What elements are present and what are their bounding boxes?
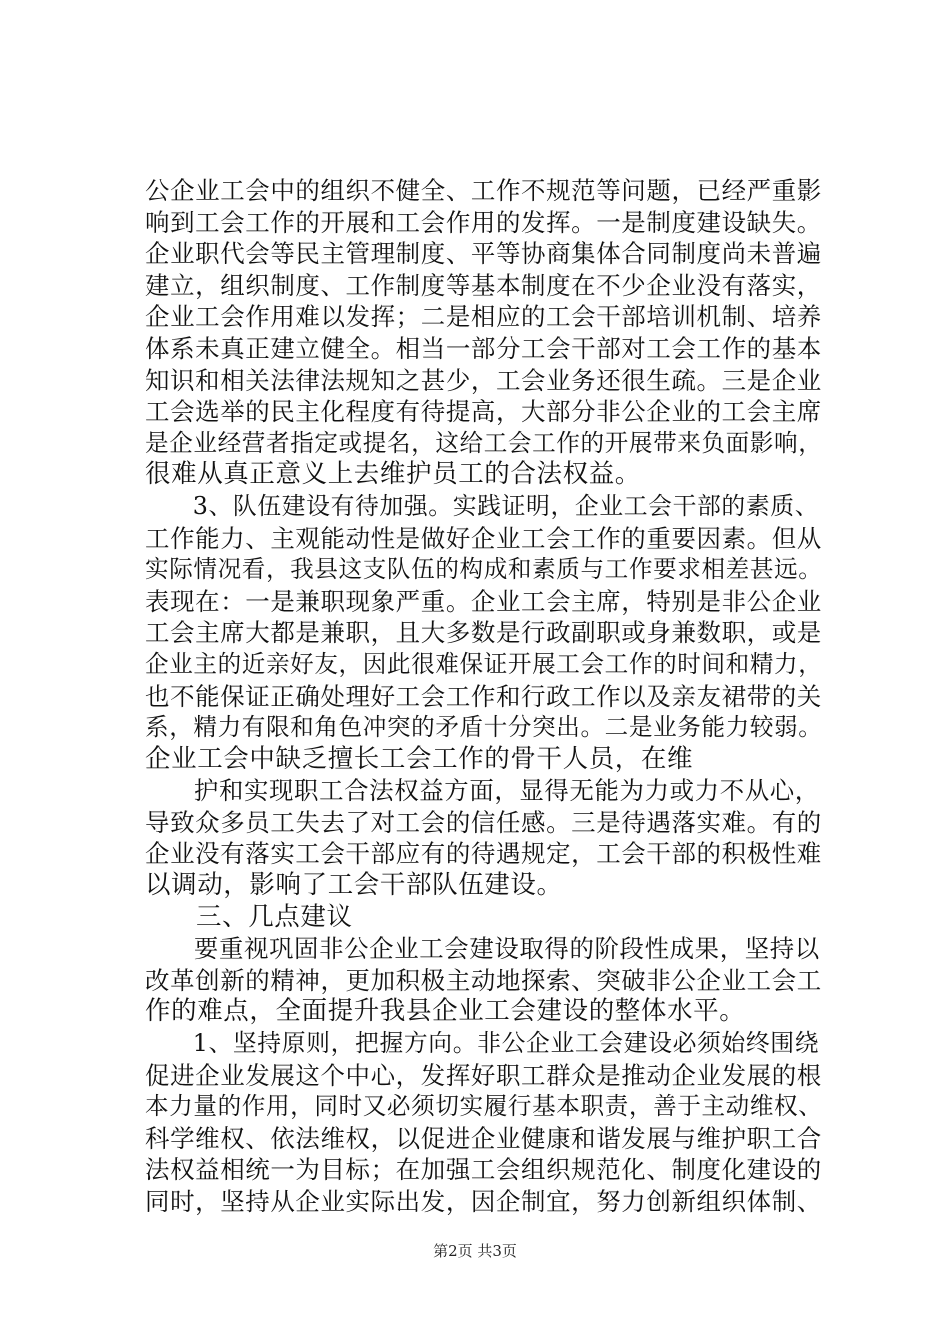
text-line: 三、几点建议 xyxy=(196,901,353,932)
text-line: 知识和相关法律法规知之甚少，工会业务还很生疏。三是企业 xyxy=(145,365,822,395)
text-line: 要重视巩固非公企业工会建设取得的阶段性成果，坚持以 xyxy=(193,934,820,964)
body-text xyxy=(145,175,825,1218)
text-line: 1、坚持原则，把握方向。非公企业工会建设必须始终围绕 xyxy=(192,1029,820,1058)
text-line: 工会主席大都是兼职，且大多数是行政副职或身兼数职，或是 xyxy=(145,618,822,648)
text-line: 系，精力有限和角色冲突的矛盾十分突出。二是业务能力较弱。 xyxy=(145,713,823,742)
text-line: 企业工会中缺乏擅长工会工作的骨干人员，在维 xyxy=(145,743,694,774)
text-line: 法权益相统一为目标；在加强工会组织规范化、制度化建设的 xyxy=(145,1155,822,1185)
text-line: 企业工会作用难以发挥；二是相应的工会干部培训机制、培养 xyxy=(145,302,822,332)
text-line: 护和实现职工合法权益方面，显得无能为力或力不从心， xyxy=(193,776,820,806)
text-line: 本力量的作用，同时又必须切实履行基本职责，善于主动维权、 xyxy=(145,1092,823,1121)
text-line: 同时，坚持从企业实际出发，因企制宜，努力创新组织体制、 xyxy=(145,1187,822,1216)
text-line: 建立，组织制度、工作制度等基本制度在不少企业没有落实， xyxy=(145,270,822,300)
text-line: 导致众多员工失去了对工会的信任感。三是待遇落实难。有的 xyxy=(145,807,822,837)
text-line: 响到工会工作的开展和工会作用的发挥。一是制度建设缺失。 xyxy=(145,207,822,237)
text-line: 以调动，影响了工会干部队伍建设。 xyxy=(145,870,563,901)
text-line: 是企业经营者指定或提名，这给工会工作的开展带来负面影响， xyxy=(145,428,823,457)
text-line: 也不能保证正确处理好工会工作和行政工作以及亲友裙带的关 xyxy=(145,681,822,711)
text-line: 企业职代会等民主管理制度、平等协商集体合同制度尚未普遍 xyxy=(145,239,822,269)
text-line: 促进企业发展这个中心，发挥好职工群众是推动企业发展的根 xyxy=(145,1060,822,1090)
text-line: 作的难点，全面提升我县企业工会建设的整体水平。 xyxy=(145,996,746,1027)
text-line: 表现在：一是兼职现象严重。企业工会主席，特别是非公企业 xyxy=(145,586,822,616)
text-line: 实际情况看，我县这支队伍的构成和素质与工作要求相差甚远。 xyxy=(145,555,823,584)
text-line: 3、队伍建设有待加强。实践证明，企业工会干部的素质、 xyxy=(192,491,820,520)
text-line: 体系未真正建立健全。相当一部分工会干部对工会工作的基本 xyxy=(145,333,822,363)
text-line: 改革创新的精神，更加积极主动地探索、突破非公企业工会工 xyxy=(145,965,822,995)
text-line: 科学维权、依法维权，以促进企业健康和谐发展与维护职工合 xyxy=(145,1123,822,1153)
text-line: 工作能力、主观能动性是做好企业工会工作的重要因素。但从 xyxy=(145,523,822,553)
text-line: 公企业工会中的组织不健全、工作不规范等问题，已经严重影 xyxy=(145,176,822,205)
page-footer: 第2页 共3页 xyxy=(433,1242,517,1260)
text-line: 企业没有落实工会干部应有的待遇规定，工会干部的积极性难 xyxy=(145,839,822,869)
text-line: 企业主的近亲好友，因此很难保证开展工会工作的时间和精力， xyxy=(145,649,823,678)
text-line: 工会选举的民主化程度有待提高，大部分非公企业的工会主席 xyxy=(145,397,822,427)
text-line: 很难从真正意义上去维护员工的合法权益。 xyxy=(145,459,641,490)
